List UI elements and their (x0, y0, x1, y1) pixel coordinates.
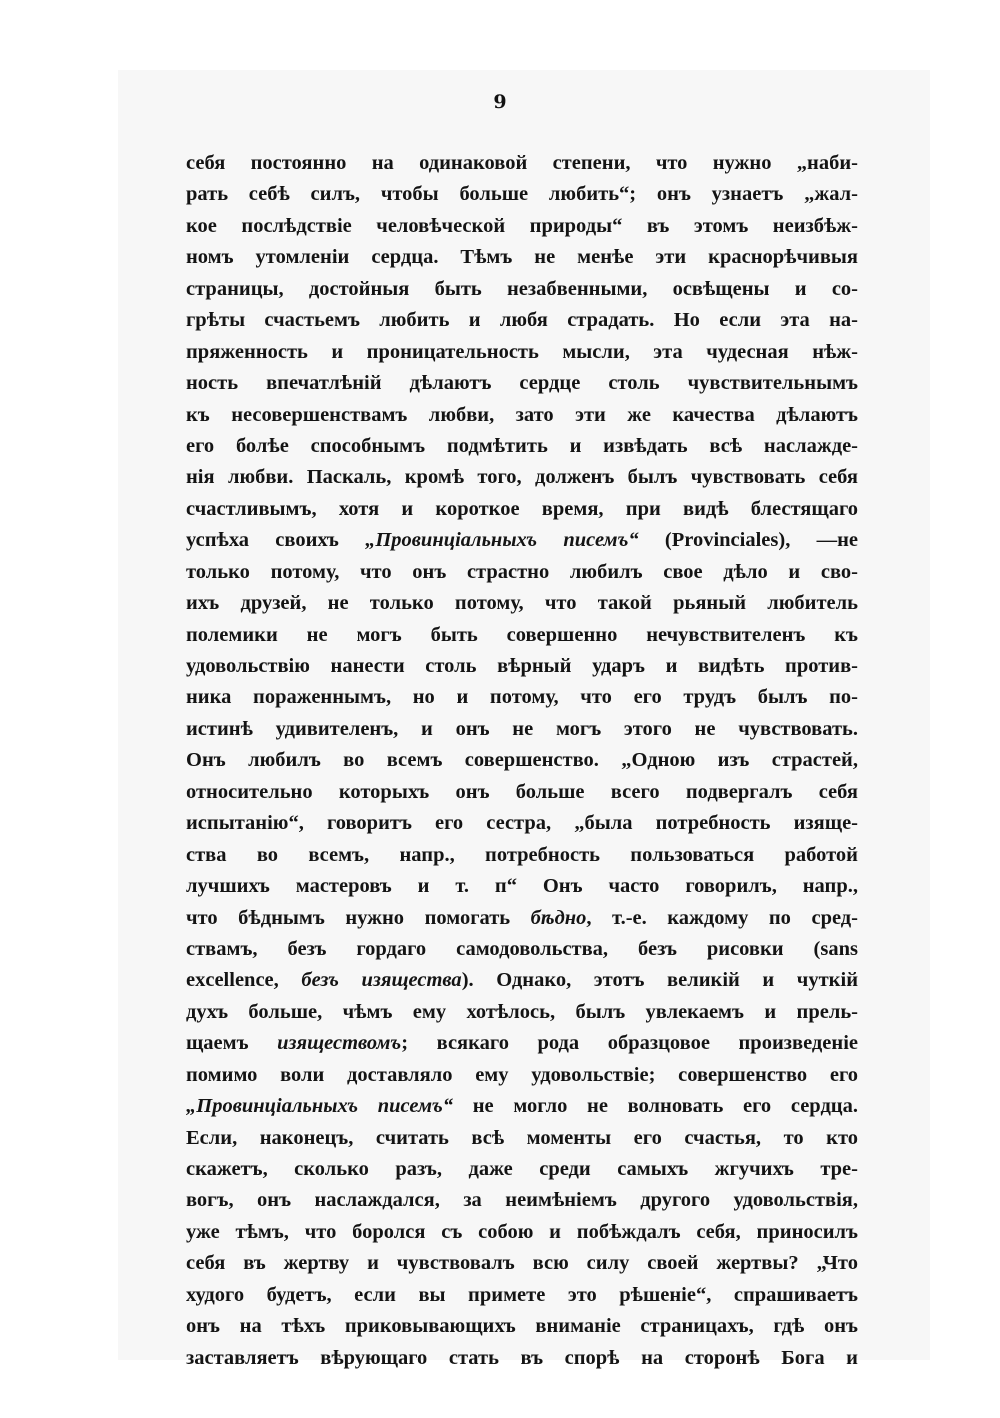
text-segment: не могло не волновать его сердца. (453, 1095, 858, 1118)
text-line: уже тѣмъ, что боролся съ собою и побѣждалъ себя, приносилъ (186, 1220, 858, 1243)
text-line: ность впечатлѣній дѣлаютъ сердце столь чувствительнымъ (186, 372, 858, 395)
text-line: кое послѣдствіе человѣческой природы“ въ этомъ неизбѣж- (186, 214, 858, 237)
text-line: ствамъ, безъ гордаго самодовольства, безъ рисовки (sans (186, 937, 858, 960)
text-line: духъ больше, чѣмъ ему хотѣлось, былъ увлекаемъ и прель- (186, 1000, 858, 1023)
text-line (186, 525, 858, 556)
text-line: нія любви. Паскаль, кромѣ того, долженъ былъ чувствовать себя (186, 466, 858, 489)
text-line: истинѣ удивителенъ, и онъ не могъ этого не чувствовать. (186, 717, 858, 740)
text-line (186, 903, 858, 934)
italic-text-segment: „Провинціальныхъ писемъ“ (365, 529, 639, 552)
text-line: помимо воли доставляло ему удовольствіе; совершенство его (186, 1063, 858, 1086)
page-number: 9 (493, 91, 507, 113)
text-line: испытанію“, говоритъ его сестра, „была потребность изяще- (186, 812, 858, 835)
text-segment: ; всякаго рода образцовое произведеніе (401, 1032, 858, 1055)
text-line: Онъ любилъ во всемъ совершенство. „Одною изъ страстей, (186, 749, 858, 772)
text-line: Если, наконецъ, считать всѣ моменты его счастья, то кто (186, 1126, 858, 1149)
text-segment: excellence, (186, 969, 302, 992)
text-line: номъ утомленіи сердца. Тѣмъ не менѣе эти краснорѣчивыя (186, 246, 858, 269)
text-line: страницы, достойныя быть незабвенными, освѣщены и со- (186, 277, 858, 300)
text-segment: (Provinciales), —не (638, 529, 858, 552)
text-line: себя въ жертву и чувствовалъ всю силу своей жертвы? „Что (186, 1252, 858, 1275)
text-line: ства во всемъ, напр., потребность пользоваться работой (186, 843, 858, 866)
text-line: лучшихъ мастеровъ и т. п“ Онъ часто говорилъ, напр., (186, 875, 858, 898)
italic-text-segment: изяществомъ (277, 1032, 402, 1055)
text-line: онъ на тѣхъ приковывающихъ вниманіе страницахъ, гдѣ онъ (186, 1315, 858, 1338)
text-line: пряженность и проницательность мысли, эта чудесная нѣж- (186, 340, 858, 363)
text-line: ника пораженнымъ, но и потому, что его трудъ былъ по- (186, 686, 858, 709)
text-line: удовольствію нанести столь вѣрный ударъ и видѣть против- (186, 655, 858, 677)
text-line: грѣты счастьемъ любить и любя страдать. Но если эта на- (186, 309, 858, 332)
text-line: относительно которыхъ онъ больше всего подвергалъ себя (186, 780, 858, 803)
text-segment: щаемъ (186, 1032, 278, 1055)
text-line: полемики не могъ быть совершенно нечувствителенъ къ (186, 623, 858, 646)
text-line: заставляетъ вѣрующаго стать въ спорѣ на сторонѣ Бога и (186, 1346, 858, 1369)
text-segment: что бѣднымъ нужно помогать (186, 906, 531, 929)
italic-text-segment: бѣдно (530, 906, 587, 929)
text-line (186, 1028, 858, 1059)
text-line: себя постоянно на одинаковой степени, что нужно „наби- (186, 152, 858, 174)
text-line: скажетъ, сколько разъ, даже среди самыхъ жгучихъ тре- (186, 1158, 858, 1180)
text-line (186, 965, 858, 996)
text-line: ихъ друзей, не только потому, что такой рьяный любитель (186, 592, 858, 615)
text-line: только потому, что онъ страстно любилъ свое дѣло и сво- (186, 560, 858, 583)
text-line: къ несовершенствамъ любви, зато эти же качества дѣлаютъ (186, 403, 858, 426)
text-line: его болѣе способнымъ подмѣтить и извѣдать всѣ наслажде- (186, 434, 858, 457)
text-segment: , т.-е. каждому по сред- (586, 906, 858, 929)
text-line: счастливымъ, хотя и короткое время, при видѣ блестящаго (186, 497, 858, 520)
italic-text-segment: безъ изящества (301, 969, 462, 992)
text-line: рать себѣ силъ, чтобы больше любить“; онъ узнаетъ „жал- (186, 183, 858, 206)
text-line: вогъ, онъ наслаждался, за неимѣніемъ другого удовольствія, (186, 1189, 858, 1212)
text-line (186, 1091, 858, 1122)
text-line: худого будетъ, если вы примете это рѣшеніе“, спрашиваетъ (186, 1283, 858, 1306)
italic-text-segment: „Провинціальныхъ писемъ“ (186, 1095, 454, 1118)
body-text (186, 148, 858, 1374)
text-segment: ). Однако, этотъ великій и чуткій (461, 969, 859, 992)
text-segment: успѣха своихъ (186, 529, 366, 552)
